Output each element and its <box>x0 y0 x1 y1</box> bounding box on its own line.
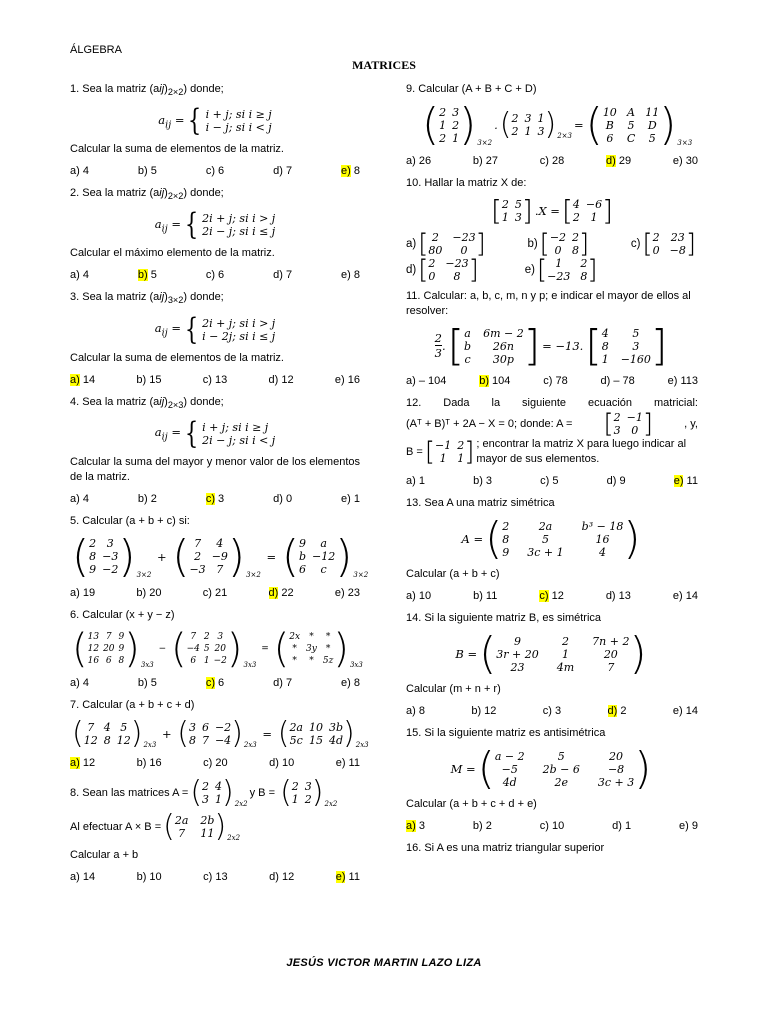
problem-statement: 2. Sea la matriz $(aij)_{2\times 2}$) donde; <box>70 187 224 202</box>
problem-task: Calcular (m + n + r) <box>406 683 501 695</box>
problem-task: Calcular (a + b + c) <box>406 568 500 580</box>
problem-statement: 6. Calcular (x + y − z) <box>70 608 175 621</box>
problem-7 <box>70 698 369 770</box>
options <box>70 756 360 770</box>
problem-statement: 13. Sea A una matriz simétrica <box>406 497 555 509</box>
options-row-2: d) [ 2 −23 0 8 ] e) [ 1 2 −23 8 ] <box>406 255 598 285</box>
page-title: MATRICES <box>352 58 416 72</box>
option-a: a) 19 <box>70 586 96 599</box>
option-c: c) 21 <box>202 586 228 599</box>
options <box>70 676 360 690</box>
option-c: c) 78 <box>543 375 568 387</box>
option-e: e) 113 <box>667 375 698 387</box>
problem-statement: 12. Dada la siguiente ecuación matricial: <box>406 397 698 409</box>
option-d: d) 13 <box>605 590 631 602</box>
option-c: c) 6 <box>205 269 225 282</box>
option-c: c) 3 <box>542 705 562 717</box>
option-b: b) 11 <box>473 590 498 602</box>
option-a: a) – 104 <box>406 375 447 387</box>
problem-statement: 1. Sea la matriz $(aij)_{2\times 2}$) donde; <box>70 83 224 98</box>
matrix-definition: M = ( a − 2 5 20 −5 2b − 6 −8 4d 2e 3c + 3 ) <box>450 743 652 794</box>
subject-heading: ÁLGEBRA <box>70 44 122 56</box>
definition: $a_{ij}$ = { 2i + j; si i > j i − 2j; si i ≤ j <box>154 311 276 347</box>
option-d: d) 22 <box>268 586 294 599</box>
option-d: d) 0 <box>273 492 293 505</box>
matrix-equation: 2 3 . [ a 6m − 2 b 26n c 30p ] = −13. [ 4 5 8 3 1 −160 ] <box>434 321 668 370</box>
option-a: a) 12 <box>70 756 96 769</box>
option-e: e) 8 <box>341 165 360 178</box>
option-c: c) 5 <box>540 475 559 487</box>
options-row-1: a) [ 2 −23 80 0 ] b) [ −2 2 0 8 ] c) [ 2 23 0 −8 ] <box>406 229 696 259</box>
options <box>70 268 360 282</box>
option-d: d) 2 <box>607 705 627 717</box>
option-a: a) 3 <box>406 820 425 832</box>
option-e: e) 30 <box>672 155 698 167</box>
problem-15 <box>406 726 698 833</box>
option-d: d) 12 <box>268 373 294 386</box>
definition: $a_{ij}$ = { 2i + j; si i > j 2i − j; si i ≤ j <box>154 207 276 243</box>
problem-8 <box>70 774 360 884</box>
problem-2 <box>70 186 360 282</box>
problem-task: Calcular la suma de elementos de la matriz. <box>70 351 284 364</box>
problem-task: Calcular el máximo elemento de la matriz. <box>70 247 275 260</box>
option-a: a) 4 <box>70 492 89 505</box>
problem-statement: 16. Si A es una matriz triangular superior <box>406 842 605 854</box>
problem-statement: 7. Calcular (a + b + c + d) <box>70 698 195 711</box>
matrix-equation: ( 2 3 8 −3 9 −2 ) 3×2 + ( 7 4 2 −9 −3 7 ) 3×2 = ( 9 a b −12 6 c ) 3×2 <box>72 530 369 582</box>
matrix-definition: B = ( 9 2 7n + 2 3r + 20 1 20 23 4m 7 ) <box>455 628 647 679</box>
option-c: c) 13 <box>203 870 228 883</box>
option-e: e) 11 <box>335 870 360 883</box>
option-e: e) 8 <box>341 269 360 282</box>
options <box>70 164 360 178</box>
option-e: e) 8 <box>341 676 360 689</box>
option-a: a) 4 <box>70 676 89 689</box>
definition: $a_{ij}$ = { i + j; si i ≥ j i − j; si i < j <box>158 103 272 139</box>
problem-5 <box>70 514 369 600</box>
options <box>406 474 698 488</box>
option-a: a) 4 <box>70 269 89 282</box>
option-a: a) 8 <box>406 705 425 717</box>
option-b: b) 10 <box>136 870 162 883</box>
option-b: b) 5 <box>137 269 157 282</box>
problem-6 <box>70 608 363 690</box>
option-b: b) 27 <box>472 155 498 167</box>
options <box>70 586 360 600</box>
equation-line: (Aᵀ + B)ᵀ + 2A − X = 0; donde: A = [ 2 −1 3 0 ] , y, <box>406 409 698 439</box>
option-c: c) 3 <box>205 492 225 505</box>
option-b: b) 15 <box>136 373 162 386</box>
options <box>70 492 360 506</box>
problem-16 <box>406 841 698 856</box>
option-c: c) 6 <box>205 676 225 689</box>
matrix-definition: A = ( 2 2a b³ − 18 8 5 16 9 3c + 1 4 ) <box>461 513 641 564</box>
option-d: d) – 78 <box>600 375 635 387</box>
option-b: b) 104 <box>479 375 511 387</box>
option-b: b) 3 <box>473 475 493 487</box>
option-d: d) 12 <box>269 870 295 883</box>
problem-13 <box>406 496 698 603</box>
options <box>406 589 698 603</box>
problem-task: Calcular (a + b + c + d + e) <box>406 798 537 810</box>
option-c: c) 10 <box>539 820 565 832</box>
option-e: e) 9 <box>679 820 698 832</box>
product-equation: Al efectuar A × B = ( 2a 2b 7 11 ) 2x2 <box>70 808 241 844</box>
option-d: d) 7 <box>273 676 293 689</box>
options <box>70 373 360 387</box>
matrix-equation: ( 13 7 9 12 20 9 16 6 8 ) 3x3 − ( 7 2 3 −4 5 20 6 1 −2 ) 3x3 = ( 2x * * * 3y * * * 5z ) 3x3 <box>72 625 363 672</box>
matrix-equation: ( 2 3 1 2 2 1 ) 3×2 . ( 2 3 1 2 1 3 ) 2×3 = ( 10 A 11 B 5 D 6 C 5 ) 3×3 <box>422 99 693 150</box>
option-b: b) 5 <box>137 165 157 178</box>
option-c: c) 12 <box>539 590 564 602</box>
problem-task: Calcular la suma del mayor y menor valor de los elementos de la matriz. <box>70 455 360 483</box>
problem-1 <box>70 82 360 178</box>
problem-statement: 5. Calcular (a + b + c) si: <box>70 514 190 527</box>
option-c: c) 28 <box>539 155 565 167</box>
option-b: b) 5 <box>137 676 157 689</box>
option-b: b) 20 <box>136 586 162 599</box>
matrix-b-line: B = [ −1 2 1 1 ] ; encontrar la matriz X para luego indicar al mayor de sus elementos. <box>406 437 687 467</box>
option-e: e) 11 <box>335 756 360 769</box>
problem-task: Calcular la suma de elementos de la matriz. <box>70 143 284 156</box>
matrix-equation: [ 2 5 1 3 ] .X = [ 4 −6 2 1 ] <box>490 194 614 227</box>
option-e: e) 11 <box>673 475 698 487</box>
problem-14 <box>406 611 698 718</box>
definition: $a_{ij}$ = { i + j; si i ≥ j 2i − j; si i < j <box>154 415 276 451</box>
options <box>70 870 360 884</box>
options <box>406 704 698 718</box>
problem-statement: 8. Sean las matrices A = ( 2 4 3 1 ) 2x2 y B = ( 2 3 1 2 ) 2x2 <box>70 774 338 810</box>
option-d: d) 1 <box>612 820 632 832</box>
option-a: a) 1 <box>406 475 425 487</box>
right-column <box>406 82 698 856</box>
option-e: e) 23 <box>334 586 360 599</box>
option-c: c) 20 <box>203 756 228 769</box>
problem-4 <box>70 395 360 506</box>
option-e: e) 1 <box>341 492 360 505</box>
problem-10 <box>406 176 698 283</box>
option-a: a) 14 <box>70 870 96 883</box>
options <box>406 154 698 168</box>
problem-12 <box>406 396 698 488</box>
option-a: a) 4 <box>70 165 89 178</box>
problem-9 <box>406 82 698 168</box>
option-d: d) 7 <box>273 165 293 178</box>
option-a: a) 10 <box>406 590 432 602</box>
option-b: b) 12 <box>471 705 497 717</box>
option-a: a) 14 <box>70 373 96 386</box>
option-e: e) 16 <box>334 373 360 386</box>
option-e: e) 14 <box>672 705 698 717</box>
left-column <box>70 82 369 892</box>
option-d: d) 29 <box>606 155 632 167</box>
problem-3 <box>70 290 360 386</box>
problem-statement: 4. Sea la matriz $(aij)_{2\times 3}$) donde; <box>70 395 224 410</box>
problem-statement: 3. Sea la matriz $(aij)_{3\times 2}$) donde; <box>70 291 224 306</box>
problem-statement: 9. Calcular (A + B + C + D) <box>406 83 537 95</box>
option-a: a) 26 <box>406 155 432 167</box>
problem-statement: 11. Calcular: a, b, c, m, n y p; e indicar el mayor de ellos al resolver: <box>406 290 691 317</box>
option-b: b) 16 <box>136 756 162 769</box>
options <box>406 819 698 833</box>
option-b: b) 2 <box>137 492 157 505</box>
problem-statement: 15. Si la siguiente matriz es antisimétrica <box>406 727 606 739</box>
problem-task: Calcular a + b <box>70 848 139 861</box>
option-d: d) 10 <box>269 756 295 769</box>
footer-author: JESÚS VICTOR MARTIN LAZO LIZA <box>286 957 482 969</box>
option-d: d) 7 <box>273 269 293 282</box>
option-d: d) 9 <box>606 475 626 487</box>
option-e: e) 14 <box>672 590 698 602</box>
problem-statement: 10. Hallar la matriz X de: <box>406 177 527 189</box>
problem-11 <box>406 289 698 388</box>
option-b: b) 2 <box>472 820 492 832</box>
options <box>406 374 698 388</box>
matrix-equation: ( 7 4 5 12 8 12 ) 2x3 + ( 3 6 −2 8 7 −4 ) 2x3 = ( 2a 10 3b 5c 15 4d ) 2x3 <box>72 715 369 751</box>
problem-statement: 14. Si la siguiente matriz B, es simétrica <box>406 612 602 624</box>
option-c: c) 6 <box>205 165 225 178</box>
option-c: c) 13 <box>202 373 228 386</box>
